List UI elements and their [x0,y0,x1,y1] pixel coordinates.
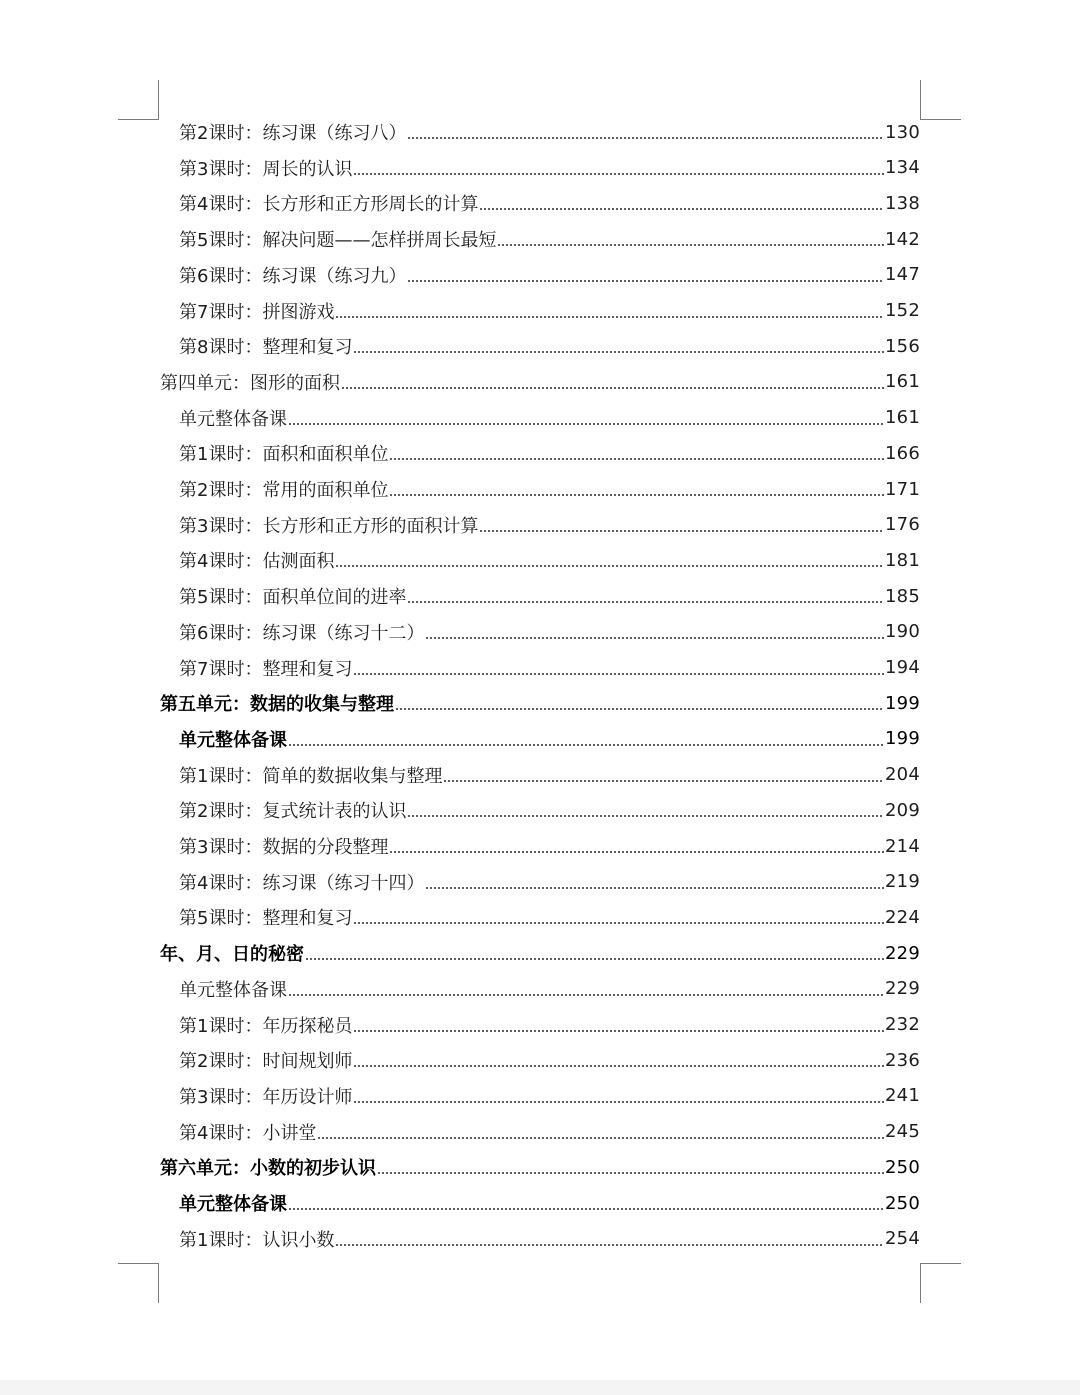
toc-entry-title: 第4课时：估测面积 [179,551,335,573]
toc-entry-page-number: 241 [885,1085,920,1107]
toc-entry-title: 第1课时：面积和面积单位 [179,444,389,466]
toc-dot-leader [377,1157,884,1177]
toc-dot-leader [407,265,884,285]
toc-entry-title: 第3课时：年历设计师 [179,1086,353,1108]
toc-dot-leader [395,693,884,713]
toc-entry-title: 第4课时：长方形和正方形周长的计算 [179,194,479,216]
toc-dot-leader [389,443,884,463]
toc-entry-title: 第2课时：练习课（练习八） [179,123,407,144]
toc-dot-leader [407,800,884,820]
toc-dot-leader [353,1050,884,1070]
toc-entry[interactable] [179,1221,920,1257]
toc-entry-title: 单元整体备课 [179,1194,287,1215]
toc-entry[interactable] [179,185,920,221]
toc-dot-leader [353,658,884,678]
toc-entry-title: 第六单元：小数的初步认识 [160,1158,376,1180]
toc-dot-leader [353,1086,884,1106]
toc-entry-title: 第2课时：时间规划师 [179,1051,353,1073]
toc-entry-title: 第1课时：简单的数据收集与整理 [179,765,443,787]
toc-entry[interactable] [179,150,920,186]
toc-dot-leader [335,1229,884,1249]
toc-entry-title: 第6课时：练习课（练习九） [179,265,407,287]
toc-dot-leader [335,301,884,321]
toc-entry[interactable] [179,614,920,650]
toc-dot-leader [479,515,884,535]
toc-entry[interactable] [179,507,920,543]
toc-entry[interactable] [160,1149,920,1185]
toc-entry[interactable] [179,899,920,935]
toc-entry[interactable] [179,435,920,471]
toc-entry-page-number: 190 [885,621,920,643]
toc-entry[interactable] [179,721,920,757]
toc-entry[interactable] [179,792,920,828]
crop-mark-top-left-vertical [158,80,159,120]
toc-entry[interactable] [179,828,920,864]
toc-entry-title: 第四单元：图形的面积 [160,372,340,394]
toc-dot-leader [341,372,884,392]
toc-entry-page-number: 250 [885,1156,920,1178]
toc-entry-page-number: 176 [885,514,920,536]
toc-dot-leader [353,336,884,356]
toc-entry-page-number: 185 [885,585,920,607]
toc-dot-leader [288,979,884,999]
toc-dot-leader [305,943,884,963]
toc-dot-leader [353,1015,884,1035]
toc-entry-title: 单元整体备课 [179,979,287,1001]
toc-entry[interactable] [179,650,920,686]
toc-dot-leader [407,122,884,142]
toc-entry-title: 第3课时：周长的认识 [179,158,353,180]
toc-entry-title: 第2课时：常用的面积单位 [179,480,389,501]
toc-entry-page-number: 161 [885,407,920,429]
toc-entry-title: 第1课时：年历探秘员 [179,1015,353,1037]
toc-entry-page-number: 229 [885,942,920,964]
toc-entry-page-number: 134 [885,157,920,179]
toc-entry-title: 单元整体备课 [179,408,287,430]
crop-mark-bottom-right-vertical [920,1263,921,1303]
toc-entry-title: 第2课时：复式统计表的认识 [179,801,407,823]
toc-dot-leader [443,765,884,785]
toc-entry-page-number: 232 [885,1014,920,1035]
toc-entry-page-number: 254 [885,1228,920,1250]
toc-entry[interactable] [179,293,920,329]
toc-entry-page-number: 199 [885,728,920,750]
toc-dot-leader [497,229,884,249]
toc-dot-leader [389,836,884,856]
toc-entry-page-number: 152 [885,300,920,321]
toc-entry-page-number: 229 [885,978,920,1000]
toc-entry[interactable] [179,1114,920,1150]
toc-entry-page-number: 219 [885,871,920,893]
toc-entry-title: 第6课时：练习课（练习十二） [179,622,425,644]
crop-mark-top-left-horizontal [118,119,158,120]
toc-entry-page-number: 245 [885,1121,920,1143]
toc-entry[interactable] [179,757,920,793]
toc-entry-title: 第5课时：整理和复习 [179,908,353,930]
toc-entry[interactable] [179,257,920,293]
toc-entry[interactable] [160,364,920,400]
toc-entry-title: 年、月、日的秘密 [160,944,304,966]
toc-entry[interactable] [179,1078,920,1114]
toc-entry-page-number: 181 [885,549,920,571]
toc-dot-leader [353,158,884,178]
toc-entry[interactable] [179,1042,920,1078]
toc-entry-title: 第7课时：拼图游戏 [179,301,335,323]
toc-entry-page-number: 142 [885,228,920,250]
toc-dot-leader [317,1122,884,1142]
toc-dot-leader [353,907,884,927]
toc-entry[interactable] [160,935,920,971]
toc-entry[interactable] [179,542,920,578]
toc-entry[interactable] [160,685,920,721]
toc-entry-page-number: 199 [885,692,920,714]
toc-entry-page-number: 156 [885,335,920,357]
toc-entry-page-number: 161 [885,371,920,393]
toc-entry-page-number: 224 [885,906,920,928]
toc-entry[interactable] [179,971,920,1007]
toc-entry-page-number: 130 [885,121,920,143]
crop-mark-top-right-vertical [920,80,921,120]
toc-entry-title: 第1课时：认识小数 [179,1229,335,1251]
toc-entry[interactable] [179,1185,920,1221]
toc-entry-title: 第8课时：整理和复习 [179,337,353,359]
toc-entry-title: 第4课时：练习课（练习十四） [179,872,425,894]
toc-entry-title: 单元整体备课 [179,729,287,751]
toc-entry-title: 第5课时：面积单位间的进率 [179,587,407,609]
toc-entry-title: 第3课时：长方形和正方形的面积计算 [179,515,479,537]
toc-entry-page-number: 214 [885,835,920,857]
crop-mark-top-right-horizontal [921,119,961,120]
toc-entry-page-number: 204 [885,764,920,786]
toc-entry-page-number: 236 [885,1049,920,1071]
toc-entry-title: 第5课时：解决问题——怎样拼周长最短 [179,230,497,252]
toc-entry-page-number: 147 [885,264,920,286]
toc-dot-leader [425,872,884,892]
toc-dot-leader [389,479,884,499]
toc-entry[interactable] [179,864,920,900]
toc-dot-leader [425,622,884,642]
toc-entry-page-number: 166 [885,442,920,464]
toc-entry-page-number: 209 [885,799,920,821]
toc-dot-leader [407,586,884,606]
toc-entry-title: 第7课时：整理和复习 [179,658,353,680]
toc-entry[interactable] [179,400,920,436]
toc-entry-page-number: 171 [885,478,920,500]
toc-entry[interactable] [179,221,920,257]
toc-entry-title: 第五单元：数据的收集与整理 [160,694,394,716]
toc-dot-leader [288,729,884,749]
toc-entry-title: 第3课时：数据的分段整理 [179,837,389,858]
toc-entry[interactable] [179,1007,920,1043]
toc-dot-leader [288,408,884,428]
toc-entry-page-number: 194 [885,657,920,678]
crop-mark-bottom-right-horizontal [921,1263,961,1264]
toc-dot-leader [288,1193,884,1213]
toc-dot-leader [479,193,884,213]
toc-entry[interactable] [179,328,920,364]
crop-mark-bottom-left-horizontal [118,1263,158,1264]
toc-entry-page-number: 250 [885,1192,920,1214]
toc-entry[interactable] [179,471,920,507]
toc-entry[interactable] [179,114,920,150]
toc-entry[interactable] [179,578,920,614]
toc-entry-title: 第4课时：小讲堂 [179,1122,317,1144]
toc-entry-page-number: 138 [885,192,920,214]
toc-dot-leader [335,550,884,570]
crop-mark-bottom-left-vertical [158,1263,159,1303]
